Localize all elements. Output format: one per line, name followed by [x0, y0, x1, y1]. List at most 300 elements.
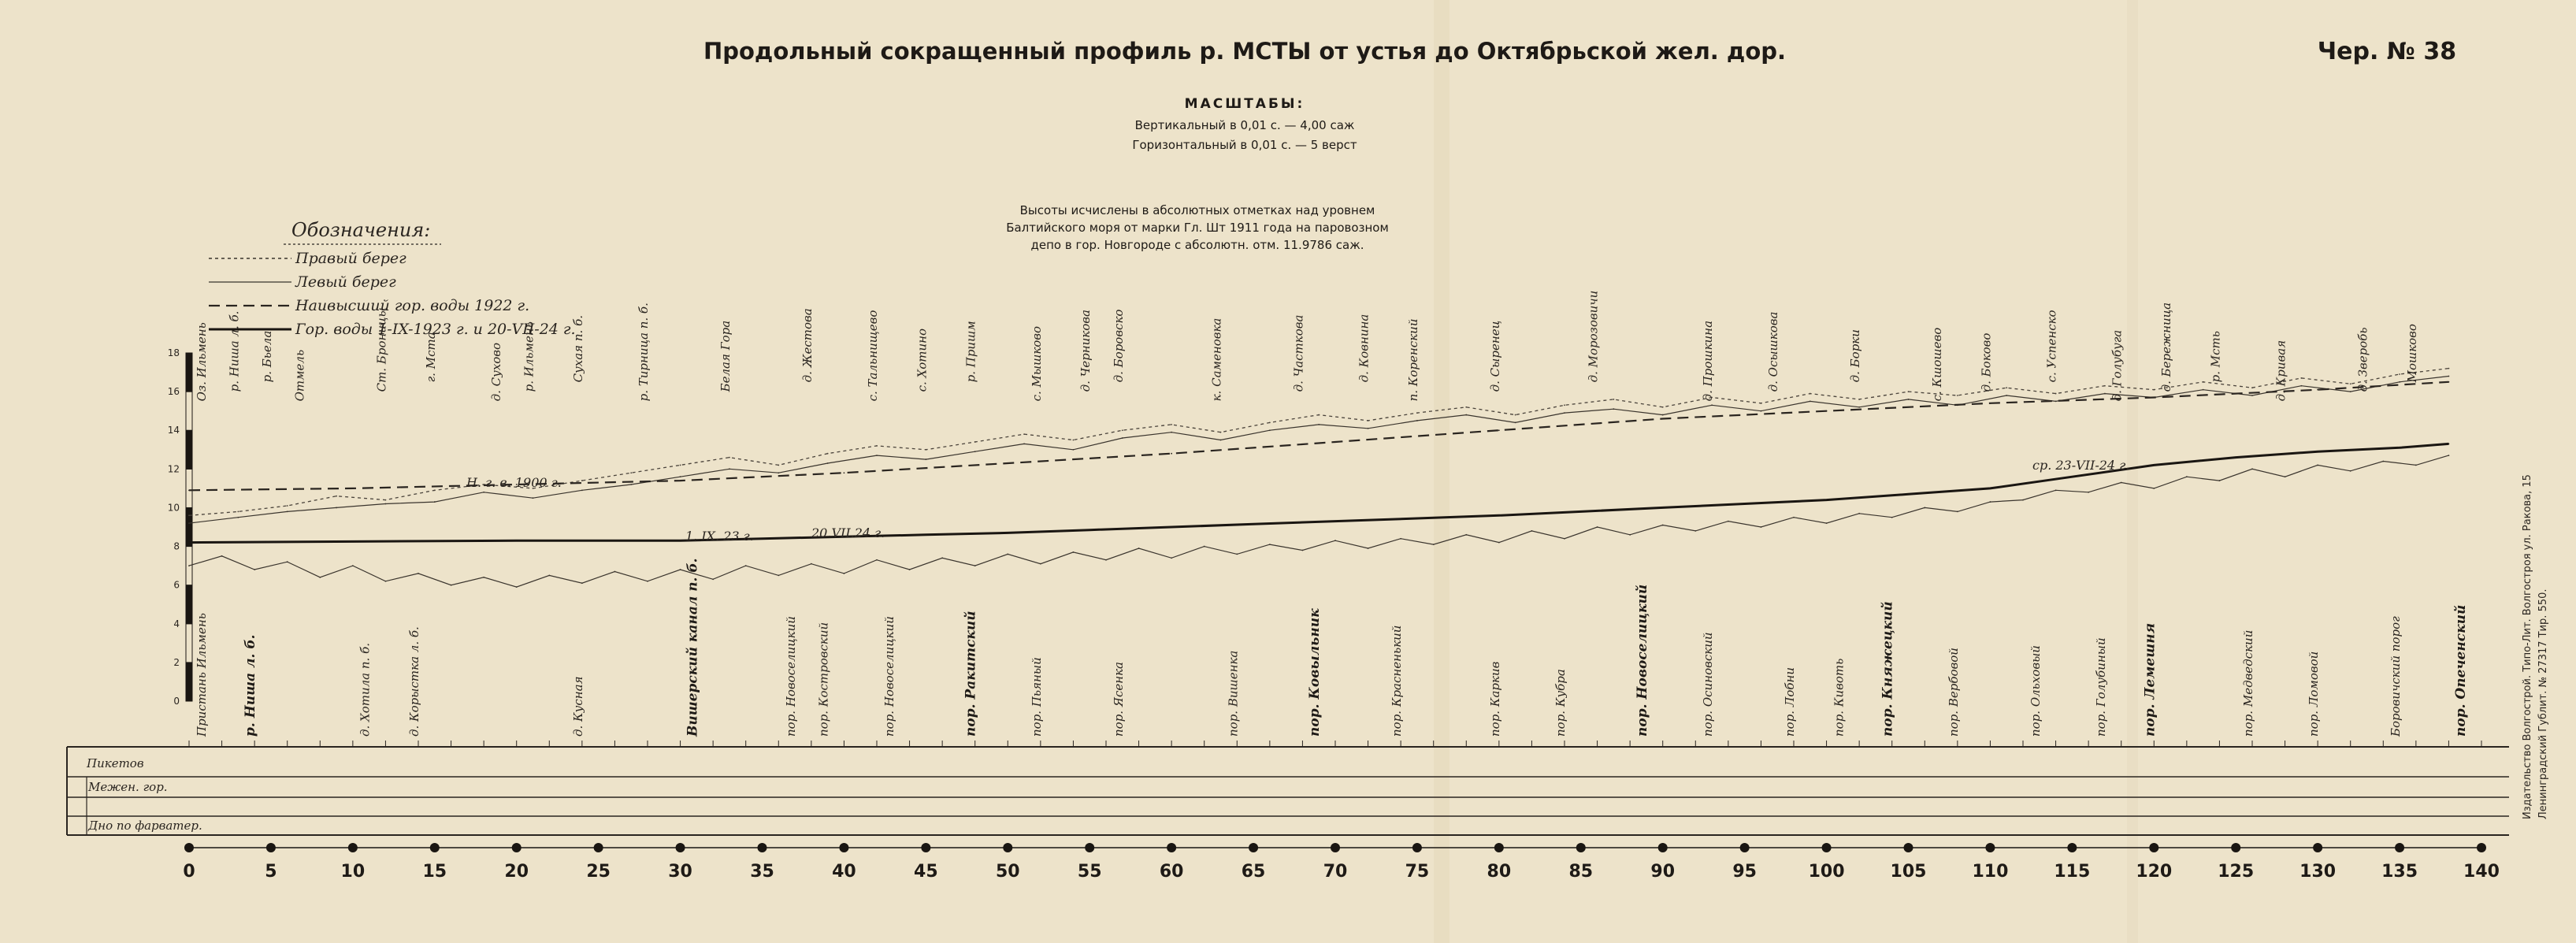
series-point-3: [1171, 526, 1172, 528]
series-point-4: [974, 565, 976, 566]
series-point-1: [974, 451, 976, 452]
y-tick-label: 18: [167, 347, 180, 358]
series-point-4: [2251, 468, 2253, 470]
y-scale-segment: [186, 430, 192, 469]
series-point-1: [2399, 381, 2400, 383]
rapids-label: пор. Новоселицкий: [882, 616, 896, 737]
series-point-1: [385, 503, 387, 505]
series-point-4: [1269, 544, 1271, 545]
series-point-2: [1662, 418, 1664, 420]
y-tick-label: 0: [173, 696, 180, 707]
rapids-label: пор. Голубиный: [2093, 637, 2108, 737]
y-scale-segment: [186, 663, 192, 701]
y-tick-label: 6: [173, 579, 180, 591]
series-point-1: [1810, 400, 1811, 402]
series-point-4: [1694, 530, 1696, 532]
series-point-0: [1810, 393, 1811, 395]
series-point-1: [1613, 408, 1614, 410]
settlement-label: п. Коренский: [1405, 318, 1420, 402]
series-point-3: [1580, 510, 1582, 512]
series-point-0: [1662, 407, 1664, 408]
series-point-4: [1761, 526, 1762, 528]
series-point-4: [1826, 522, 1828, 524]
rapids-label: Боровичский порог: [2389, 616, 2403, 737]
series-point-4: [844, 573, 845, 574]
scale-vertical: Вертикальный в 0,01 с. — 4,00 саж: [1134, 118, 1355, 132]
settlement-label: д. Зверобь: [2355, 327, 2370, 392]
series-point-2: [680, 480, 681, 481]
settlement-label: д. Черникова: [1078, 310, 1093, 392]
series-point-1: [1269, 429, 1271, 431]
x-tick-label: 20: [504, 862, 529, 882]
sheet-number: Чер. № 38: [2317, 38, 2457, 65]
series-point-0: [237, 510, 239, 512]
settlement-label: с. Кшошево: [1930, 327, 1945, 402]
settlement-label: с. Тальнищево: [866, 310, 880, 402]
series-point-0: [1761, 403, 1762, 404]
scale-horizontal: Горизонтальный в 0,01 с. — 5 верст: [1132, 138, 1357, 152]
settlement-label: р. Мсть: [2208, 331, 2223, 383]
series-point-3: [2235, 457, 2236, 459]
x-tick-label: 65: [1241, 862, 1266, 882]
x-tick-label: 55: [1077, 862, 1102, 882]
rapids-label: пор. Пьяный: [1029, 657, 1044, 737]
series-point-3: [1498, 514, 1500, 516]
x-tick-label: 75: [1405, 862, 1430, 882]
y-scale-segment: [186, 392, 192, 430]
x-tick-dot: [1904, 843, 1913, 852]
series-point-3: [352, 541, 354, 543]
series-point-1: [729, 468, 730, 470]
series-point-0: [1908, 391, 1910, 392]
rapids-label: пор. Вербовой: [1946, 648, 1961, 737]
series-point-1: [1465, 414, 1467, 416]
settlement-label: д. Боровско: [1111, 309, 1126, 383]
x-tick-label: 60: [1159, 862, 1184, 882]
series-point-4: [1138, 548, 1140, 549]
series-point-4: [1302, 550, 1304, 551]
x-tick-dot: [1822, 843, 1832, 852]
row-label-pikets: Пикетов: [87, 756, 144, 770]
series-point-4: [287, 561, 288, 562]
x-tick-dot: [1412, 843, 1422, 852]
series-point-4: [1990, 501, 1991, 503]
series-point-3: [1908, 493, 1910, 495]
series-point-0: [1023, 433, 1025, 435]
series-point-2: [352, 488, 354, 489]
x-tick-label: 140: [2463, 862, 2500, 882]
series-point-4: [712, 578, 714, 580]
series-point-0: [876, 445, 878, 447]
rapids-label: пор. Вишенка: [1226, 650, 1241, 737]
series-point-4: [745, 565, 747, 566]
x-tick-label: 50: [995, 862, 1020, 882]
rapids-label: пор. Лемешня: [2142, 622, 2158, 737]
y-tick-label: 12: [167, 463, 180, 475]
series-point-4: [1891, 517, 1893, 518]
series-point-4: [319, 577, 321, 578]
series-point-3: [2071, 476, 2073, 477]
series-point-0: [1564, 404, 1565, 406]
series-point-0: [287, 505, 288, 507]
series-point-1: [483, 492, 484, 493]
series-point-4: [1007, 553, 1008, 555]
x-tick-dot: [1085, 843, 1094, 852]
settlement-label: Мошково: [2404, 324, 2419, 383]
x-tick-label: 40: [832, 862, 856, 882]
series-point-3: [1089, 529, 1090, 531]
settlement-label: д. Прошкина: [1701, 320, 1716, 402]
rapids-label: пор. Кивоть: [1832, 658, 1847, 737]
y-scale-segment: [186, 469, 192, 507]
y-scale-segment: [186, 507, 192, 546]
rapids-label: д. Корыстка л. б.: [407, 626, 421, 737]
series-point-4: [1465, 534, 1467, 536]
series-point-4: [909, 569, 911, 570]
series-point-3: [1007, 532, 1008, 533]
datum-note-3: депо в гор. Новгороде с абсолютн. отм. 11.9786 саж.: [1030, 238, 1364, 252]
series-point-4: [1105, 559, 1107, 561]
settlement-label: д. Сыренец: [1487, 320, 1502, 392]
series-point-1: [2251, 395, 2253, 396]
series-point-4: [778, 574, 779, 576]
rapids-label: пор. Ольховый: [2028, 645, 2043, 737]
series-point-4: [1073, 551, 1075, 553]
rapids-label: пор. Кубра: [1553, 669, 1568, 737]
series-point-1: [434, 501, 436, 503]
series-point-0: [2350, 383, 2351, 384]
legend-low-water: Гор. воды 1-IX-1923 г. и 20-VII-24 г.: [295, 321, 576, 338]
y-tick-label: 10: [167, 502, 180, 514]
x-tick-label: 90: [1650, 862, 1676, 882]
series-point-1: [2006, 395, 2007, 396]
x-tick-label: 0: [183, 862, 195, 882]
series-point-4: [1793, 517, 1795, 518]
series-point-0: [2251, 387, 2253, 388]
settlement-label: д. Бережница: [2159, 302, 2174, 392]
x-tick-dot: [348, 843, 358, 852]
series-point-0: [1613, 399, 1614, 400]
series-point-1: [188, 522, 190, 524]
x-tick-label: 120: [2136, 862, 2173, 882]
x-tick-label: 10: [340, 862, 366, 882]
y-tick-label: 14: [167, 425, 180, 436]
series-point-3: [2448, 444, 2450, 445]
x-tick-label: 85: [1568, 862, 1594, 882]
series-point-0: [1122, 429, 1123, 431]
series-point-4: [1597, 526, 1598, 528]
series-point-4: [1924, 507, 1925, 509]
series-point-1: [1318, 424, 1320, 425]
y-tick-label: 2: [173, 656, 180, 668]
series-point-4: [2055, 489, 2057, 491]
rapids-label: пор. Княжецкий: [1880, 601, 1896, 737]
settlement-label: р. Тирница п. б.: [637, 303, 651, 402]
series-point-0: [2203, 381, 2204, 383]
rapids-label: пор. Медведский: [2241, 629, 2255, 737]
series-point-0: [2153, 389, 2155, 391]
x-tick-dot: [1658, 843, 1668, 852]
series-point-4: [1400, 538, 1401, 540]
x-tick-dot: [758, 843, 767, 852]
settlement-label: г. Мста: [423, 332, 438, 383]
series-point-0: [1515, 414, 1516, 416]
series-point-2: [844, 472, 845, 473]
series-point-3: [2399, 447, 2400, 448]
series-point-0: [1220, 432, 1222, 433]
series-point-2: [1334, 441, 1336, 443]
series-point-4: [811, 563, 812, 565]
series-point-4: [1957, 510, 1958, 512]
settlement-label: Белая Гора: [718, 320, 733, 392]
rapids-label: пор. Ковыльник: [1307, 608, 1323, 737]
settlement-label: д. Часткова: [1291, 314, 1306, 392]
publisher-imprint: Издательство Волгострой. Типо-Лит. Волгостроя ул. Ракова, 15: [2522, 474, 2533, 819]
series-point-0: [385, 499, 387, 501]
series-point-1: [680, 476, 681, 477]
series-point-0: [2448, 368, 2450, 369]
series-point-4: [221, 555, 223, 557]
y-tick-label: 4: [173, 618, 180, 629]
settlement-label: Отмель: [292, 349, 307, 402]
series-point-1: [1908, 399, 1910, 400]
series-point-3: [762, 538, 763, 540]
series-point-4: [1204, 546, 1205, 548]
x-tick-label: 35: [750, 862, 774, 882]
series-point-4: [2121, 482, 2122, 484]
rapids-label: пор. Ломовой: [2307, 651, 2322, 737]
settlement-label: к. Саменовка: [1209, 317, 1224, 402]
series-point-1: [2055, 400, 2057, 402]
series-point-0: [2104, 385, 2106, 387]
series-point-1: [778, 472, 779, 473]
series-point-4: [2317, 465, 2318, 466]
series-point-4: [2285, 476, 2286, 477]
series-point-1: [1515, 422, 1516, 424]
settlement-label: р. Бьела: [259, 330, 274, 383]
series-point-1: [630, 484, 632, 485]
series-point-0: [1269, 422, 1271, 424]
series-point-4: [2415, 465, 2417, 466]
y-scale-segment: [186, 353, 192, 392]
x-tick-label: 105: [1890, 862, 1927, 882]
settlement-label: с. Успенско: [2044, 310, 2059, 383]
x-tick-label: 15: [422, 862, 447, 882]
y-tick-label: 8: [173, 540, 180, 552]
series-point-3: [925, 534, 926, 536]
series-point-0: [630, 472, 632, 473]
series-point-1: [1662, 414, 1664, 416]
series-point-4: [2350, 470, 2351, 472]
x-tick-label: 45: [914, 862, 938, 882]
wl-1924a-label: 20.VII.24 г.: [811, 525, 885, 540]
rapids-label: пор. Красненький: [1390, 625, 1405, 737]
series-point-1: [237, 517, 239, 518]
series-point-2: [2153, 397, 2155, 399]
series-point-1: [827, 462, 829, 464]
series-point-4: [1236, 553, 1238, 555]
settlement-label: д. Боково: [1979, 332, 1994, 392]
series-point-1: [1122, 437, 1123, 439]
series-point-4: [1498, 542, 1500, 544]
rapids-label: пор. Новоселицкий: [1634, 584, 1650, 737]
settlement-label: с. Хотино: [915, 328, 930, 392]
series-point-4: [254, 569, 255, 570]
series-point-3: [1826, 499, 1828, 501]
settlement-label: д. Борки: [1848, 329, 1863, 383]
rapids-label: пор. Ясенка: [1111, 661, 1126, 737]
y-scale-segment: [186, 624, 192, 663]
series-point-0: [1465, 407, 1467, 408]
series-point-0: [1416, 412, 1418, 414]
series-point-4: [2088, 492, 2089, 493]
series-point-4: [1728, 521, 1729, 522]
settlement-label: р. Ниша л. б.: [227, 310, 242, 392]
series-point-1: [925, 459, 926, 460]
x-tick-dot: [1494, 843, 1504, 852]
series-point-1: [533, 497, 534, 499]
series-point-1: [2350, 391, 2351, 392]
x-tick-dot: [1576, 843, 1586, 852]
settlement-label: д. Сухово: [488, 342, 503, 402]
series-point-4: [385, 581, 387, 582]
series-point-4: [1662, 525, 1664, 526]
series-point-3: [1662, 507, 1664, 509]
series-point-4: [516, 586, 518, 588]
series-point-4: [418, 573, 419, 574]
rapids-label: д. Хотила п. б.: [358, 642, 373, 737]
x-tick-dot: [512, 843, 522, 852]
series-point-3: [1416, 518, 1418, 519]
series-point-0: [974, 441, 976, 443]
series-point-0: [336, 496, 337, 497]
series-point-4: [188, 565, 190, 566]
x-tick-dot: [184, 843, 194, 852]
series-point-0: [1318, 414, 1320, 416]
series-point-0: [581, 480, 583, 481]
series-point-2: [1990, 403, 1991, 404]
settlement-label: д. Кривая: [2273, 340, 2288, 402]
series-point-0: [1858, 399, 1860, 400]
series-point-4: [1629, 534, 1631, 536]
series-point-3: [1334, 521, 1336, 522]
series-point-4: [1171, 557, 1172, 559]
settlement-label: с. Мышково: [1029, 325, 1044, 402]
x-tick-dot: [1249, 843, 1258, 852]
rapids-label: Вишерский канал п. б.: [685, 558, 701, 737]
settlement-label: д. Ковнина: [1357, 314, 1372, 383]
rapids-label: пор. Лобни: [1783, 666, 1797, 737]
x-tick-label: 110: [1972, 862, 2009, 882]
x-tick-label: 130: [2299, 862, 2337, 882]
settlement-label: Ст. Броницы: [374, 307, 389, 392]
series-point-4: [1040, 563, 1041, 565]
y-scale-segment: [186, 585, 192, 624]
high-water-mark-label: Н. г. в. 1900 г.: [466, 475, 562, 490]
series-point-0: [2399, 373, 2400, 375]
rapids-label: пор. Опеченский: [2453, 604, 2470, 737]
x-tick-label: 125: [2218, 862, 2255, 882]
x-tick-label: 70: [1323, 862, 1348, 882]
settlement-label: Сухая п. б.: [570, 314, 585, 383]
series-point-0: [2006, 387, 2007, 388]
x-tick-label: 25: [586, 862, 611, 882]
series-point-4: [548, 574, 550, 576]
rapids-label: пор. Ракитский: [963, 611, 979, 737]
series-point-0: [827, 453, 829, 455]
series-point-1: [2104, 393, 2106, 395]
series-point-1: [287, 510, 288, 512]
series-point-4: [680, 569, 681, 570]
series-point-3: [2153, 465, 2155, 466]
x-tick-label: 115: [2054, 862, 2091, 882]
rapids-label: пор. Костровский: [816, 622, 831, 737]
series-point-0: [1073, 440, 1075, 441]
row-label-lowwater: Дно по фарватер.: [88, 819, 202, 833]
series-point-1: [1858, 407, 1860, 408]
datum-note-2: Балтийского моря от марки Гл. Шт 1911 года на паровозном: [1006, 221, 1389, 235]
legend-left-bank: Левый берег: [295, 273, 396, 291]
series-point-3: [1990, 488, 1991, 489]
series-point-0: [434, 489, 436, 491]
series-point-4: [1858, 513, 1860, 514]
settlement-label: Оз. Ильмень: [194, 322, 209, 402]
series-point-2: [188, 489, 190, 491]
x-tick-dot: [1985, 843, 1995, 852]
series-point-2: [1498, 429, 1500, 431]
rapids-label: пор. Осиновский: [1701, 632, 1716, 737]
series-point-0: [778, 465, 779, 466]
series-point-4: [352, 565, 354, 566]
series-point-4: [1334, 540, 1336, 541]
rapids-label: пор. Новоселицкий: [784, 616, 799, 737]
settlement-label: р. Ильмень: [522, 321, 536, 392]
x-tick-label: 95: [1732, 862, 1757, 882]
wl-1923-label: 1. IX. 23 г.: [685, 529, 754, 544]
series-point-0: [2300, 377, 2302, 379]
series-point-1: [876, 455, 878, 456]
series-point-4: [2153, 488, 2155, 489]
series-point-0: [729, 457, 730, 459]
series-point-0: [2055, 393, 2057, 395]
series-point-1: [1171, 432, 1172, 433]
series-point-4: [1433, 544, 1435, 545]
series-point-1: [2203, 389, 2204, 391]
settlement-label: д. Морозовичи: [1586, 290, 1601, 383]
series-point-1: [581, 489, 583, 491]
series-point-2: [1826, 410, 1828, 412]
series-point-1: [1073, 449, 1075, 451]
datum-note-1: Высоты исчислены в абсолютных отметках над уровнем: [1019, 203, 1375, 217]
series-point-1: [1564, 412, 1565, 414]
x-tick-dot: [2067, 843, 2077, 852]
rapids-label: пор. Каркив: [1487, 661, 1502, 737]
series-point-4: [2022, 499, 2024, 501]
settlement-label: д. Осышкова: [1766, 311, 1781, 392]
series-point-4: [2382, 461, 2384, 462]
legend-right-bank: Правый берег: [295, 250, 406, 267]
series-point-1: [1761, 410, 1762, 412]
series-point-3: [2317, 451, 2318, 452]
x-tick-dot: [1167, 843, 1176, 852]
row-label-gor: Межен. гор.: [88, 780, 168, 794]
x-tick-dot: [1003, 843, 1012, 852]
settlement-label: д. Жестова: [800, 308, 815, 383]
series-point-2: [2448, 381, 2450, 383]
series-point-4: [2186, 476, 2188, 477]
rapids-label: Пристань Ильмень: [194, 613, 209, 737]
wl-1924b-label: ср. 23-VII-24 г.: [2032, 458, 2130, 473]
